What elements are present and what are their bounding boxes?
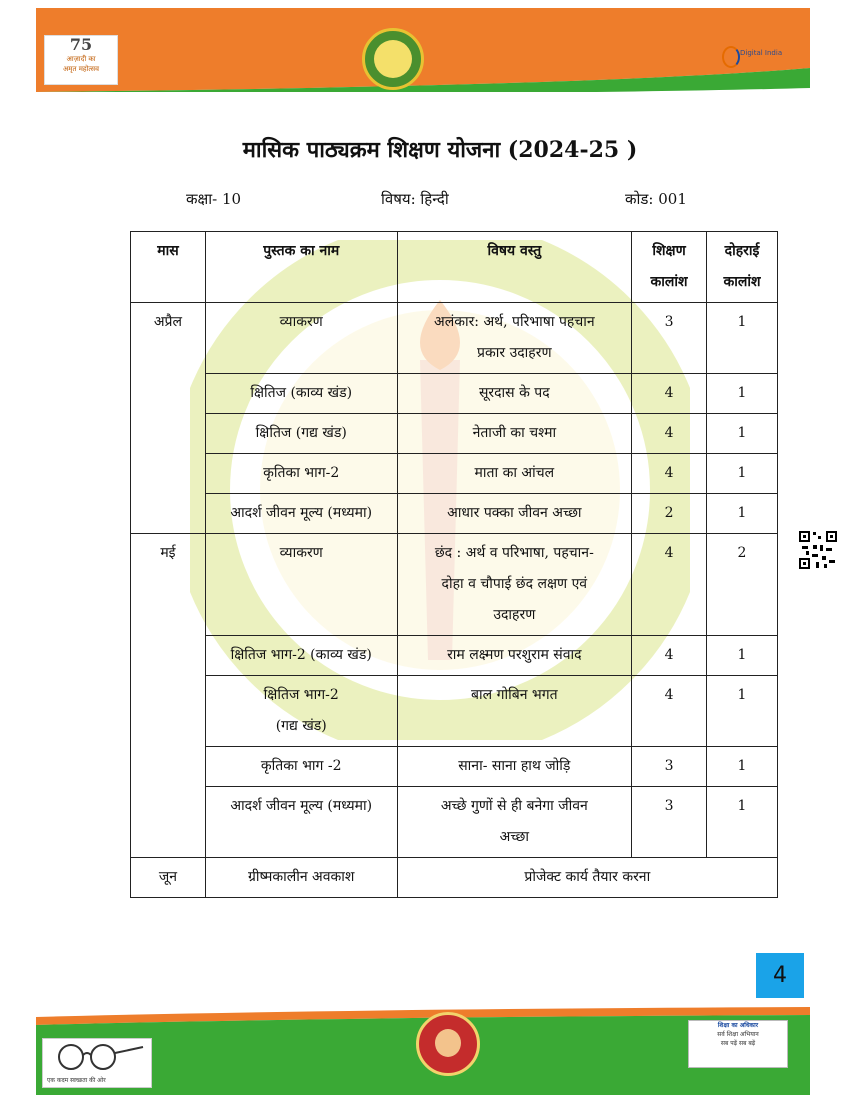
book-cell: कृतिका भाग -2 <box>205 747 397 787</box>
book-cell: व्याकरण <box>205 303 397 374</box>
teaching-cell: 4 <box>632 676 707 747</box>
book-cell: आदर्श जीवन मूल्य (मध्यमा) <box>205 787 397 858</box>
hbse-seal-icon <box>362 28 424 90</box>
teaching-cell: 4 <box>632 454 707 494</box>
book-cell: क्षितिज भाग-2 (काव्य खंड) <box>205 636 397 676</box>
teaching-cell: 4 <box>632 534 707 636</box>
content-cell: अलंकार: अर्थ, परिभाषा पहचान प्रकार उदाहरण <box>397 303 632 374</box>
content-cell: सूरदास के पद <box>397 374 632 414</box>
digital-india-logo: Digital India <box>722 44 792 68</box>
page-title: मासिक पाठ्यक्रम शिक्षण योजना (2024-25 ) <box>242 137 638 163</box>
teaching-cell: 4 <box>632 636 707 676</box>
table-row <box>131 414 778 454</box>
azadi-ka-amrit-mahotsav-logo: 75 आज़ादी का अमृत महोत्सव <box>44 35 118 85</box>
table-row <box>131 454 778 494</box>
book-cell: कृतिका भाग-2 <box>205 454 397 494</box>
table-row <box>131 747 778 787</box>
header-month: मास <box>131 232 206 303</box>
table-row <box>131 858 778 898</box>
book-cell: क्षितिज (काव्य खंड) <box>205 374 397 414</box>
book-cell: ग्रीष्मकालीन अवकाश <box>205 858 397 898</box>
book-cell: क्षितिज भाग-2 (गद्य खंड) <box>205 676 397 747</box>
teaching-cell: 4 <box>632 414 707 454</box>
month-cell-april: अप्रैल <box>131 303 206 534</box>
table-row <box>131 636 778 676</box>
page-number: 4 <box>756 953 804 998</box>
syllabus-table <box>130 231 778 898</box>
revision-cell: 1 <box>707 676 778 747</box>
content-cell: बाल गोबिन भगत <box>397 676 632 747</box>
header-book: पुस्तक का नाम <box>205 232 397 303</box>
book-cell: आदर्श जीवन मूल्य (मध्यमा) <box>205 494 397 534</box>
class-label: कक्षा- 10 <box>186 190 242 208</box>
revision-cell: 1 <box>707 747 778 787</box>
qr-code-icon <box>798 530 838 570</box>
revision-cell: 1 <box>707 787 778 858</box>
content-cell: अच्छे गुणों से ही बनेगा जीवन अच्छा <box>397 787 632 858</box>
teaching-cell: 3 <box>632 303 707 374</box>
table-row <box>131 494 778 534</box>
header-content: विषय वस्तु <box>397 232 632 303</box>
beti-bachao-logo <box>416 1012 480 1076</box>
content-cell: प्रोजेक्ट कार्य तैयार करना <box>397 858 777 898</box>
revision-cell: 1 <box>707 494 778 534</box>
subject-label: विषय: हिन्दी <box>381 190 449 208</box>
revision-cell: 1 <box>707 636 778 676</box>
table-row <box>131 303 778 374</box>
month-cell-june: जून <box>131 858 206 898</box>
code-label: कोड: 001 <box>625 190 687 208</box>
teaching-cell: 3 <box>632 787 707 858</box>
content-cell: राम लक्ष्मण परशुराम संवाद <box>397 636 632 676</box>
header-revision-periods: दोहराई कालांश <box>707 232 778 303</box>
content-cell: साना- साना हाथ जोड़ि <box>397 747 632 787</box>
swachh-bharat-logo: एक कदम स्वच्छता की ओर <box>42 1038 152 1088</box>
teaching-cell: 4 <box>632 374 707 414</box>
header-band <box>36 8 810 92</box>
book-cell: क्षितिज (गद्य खंड) <box>205 414 397 454</box>
table-row <box>131 676 778 747</box>
revision-cell: 1 <box>707 414 778 454</box>
revision-cell: 1 <box>707 454 778 494</box>
digital-india-icon <box>722 46 740 68</box>
revision-cell: 1 <box>707 303 778 374</box>
table-row <box>131 534 778 636</box>
content-cell: छंद : अर्थ व परिभाषा, पहचान- दोहा व चौपाई छंद लक्षण एवं उदाहरण <box>397 534 632 636</box>
revision-cell: 2 <box>707 534 778 636</box>
table-row <box>131 787 778 858</box>
table-row <box>131 374 778 414</box>
teaching-cell: 3 <box>632 747 707 787</box>
month-cell-may: मई <box>131 534 206 858</box>
glasses-icon <box>43 1039 151 1073</box>
teaching-cell: 2 <box>632 494 707 534</box>
shiksha-ka-adhikar-logo: शिक्षा का अधिकार सर्व शिक्षा अभियान सब पढ़ें सब बढ़ें <box>688 1020 788 1068</box>
header-teaching-periods: शिक्षण कालांश <box>632 232 707 303</box>
content-cell: माता का आंचल <box>397 454 632 494</box>
content-cell: नेताजी का चश्मा <box>397 414 632 454</box>
book-cell: व्याकरण <box>205 534 397 636</box>
revision-cell: 1 <box>707 374 778 414</box>
table-header-row <box>131 232 778 303</box>
content-cell: आधार पक्का जीवन अच्छा <box>397 494 632 534</box>
